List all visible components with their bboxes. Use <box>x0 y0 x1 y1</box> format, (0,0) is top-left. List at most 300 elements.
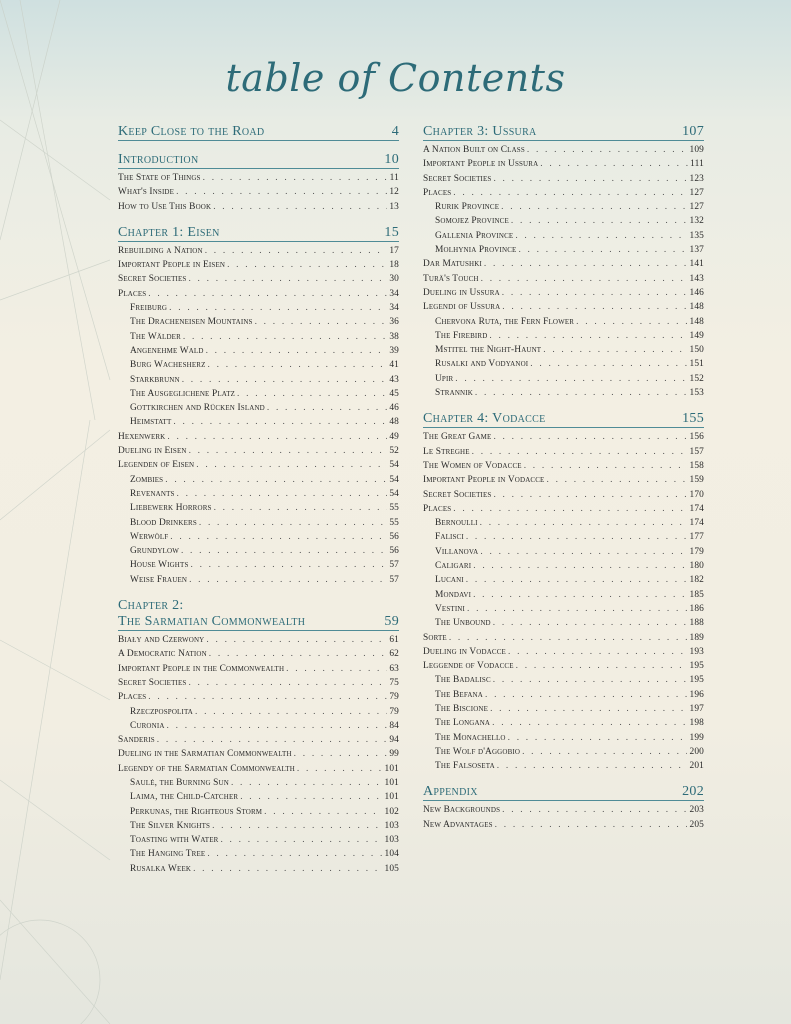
entry-page-number: 49 <box>389 431 399 442</box>
entry-label: Secret Societies <box>423 173 492 184</box>
dot-leader <box>515 229 687 243</box>
dot-leader <box>173 415 387 429</box>
toc-entry[interactable] <box>423 488 704 502</box>
entry-page-number: 79 <box>389 692 399 703</box>
entry-page-number: 41 <box>389 360 399 371</box>
toc-entry[interactable] <box>118 244 399 258</box>
entry-label: Chervona Ruta, the Fern Flower <box>435 316 575 327</box>
toc-subentry[interactable] <box>423 386 704 400</box>
entry-label: The State of Things <box>118 173 201 183</box>
toc-subentry[interactable] <box>423 731 704 745</box>
dot-leader <box>495 818 688 832</box>
toc-entry[interactable] <box>423 300 704 314</box>
entry-label: Important People in Ussura <box>423 159 539 170</box>
entry-page-number: 200 <box>689 746 704 757</box>
section-heading-titles <box>423 124 537 140</box>
entry-page-number: 205 <box>689 819 704 830</box>
dot-leader <box>530 357 687 371</box>
entry-label: Gallenia Province <box>435 230 514 241</box>
section-heading[interactable] <box>423 411 704 428</box>
toc-subentry[interactable] <box>423 745 704 759</box>
entry-label: Starkbrunn <box>130 374 180 385</box>
dot-leader <box>212 819 382 833</box>
toc-subentry[interactable] <box>423 716 704 730</box>
toc-subentry[interactable] <box>118 530 399 544</box>
entry-page-number: 46 <box>389 403 399 414</box>
toc-section <box>118 124 399 141</box>
entry-label: Somojez Province <box>435 216 509 227</box>
entry-label: Gottkirchen and Rücken Island <box>130 403 265 414</box>
entry-page-number: 75 <box>389 677 399 688</box>
dot-leader <box>188 676 387 690</box>
dot-leader <box>199 516 387 530</box>
toc-entry[interactable] <box>423 473 704 487</box>
section-page-number: 155 <box>682 411 704 427</box>
entry-page-number: 11 <box>389 173 399 183</box>
dot-leader <box>237 387 387 401</box>
toc-subentry[interactable] <box>423 315 704 329</box>
entry-label: Dueling in Vodacce <box>423 646 506 657</box>
entry-page-number: 193 <box>689 646 704 657</box>
dot-leader <box>473 559 687 573</box>
section-page-number: 4 <box>391 124 399 139</box>
toc-entry[interactable] <box>423 172 704 186</box>
toc-entry[interactable] <box>118 647 399 661</box>
toc-entry[interactable] <box>423 157 704 171</box>
dot-leader <box>182 373 388 387</box>
dot-leader <box>502 286 688 300</box>
entry-label: Vestini <box>435 603 465 614</box>
entry-label: Places <box>118 692 147 703</box>
entry-page-number: 55 <box>389 517 399 528</box>
toc-entry[interactable] <box>423 459 704 473</box>
dot-leader <box>294 747 388 761</box>
entry-label: Sorte <box>423 632 447 643</box>
entry-page-number: 152 <box>689 373 704 384</box>
section-heading[interactable] <box>118 225 399 242</box>
toc-subentry[interactable] <box>118 373 399 387</box>
entry-page-number: 109 <box>689 145 704 155</box>
entry-page-number: 174 <box>689 518 704 529</box>
dot-leader <box>220 833 382 847</box>
toc-subentry[interactable] <box>118 487 399 501</box>
dot-leader <box>527 143 688 157</box>
entry-label: The Unbound <box>435 618 491 629</box>
toc-entry[interactable] <box>423 272 704 286</box>
dot-leader <box>188 272 387 286</box>
dot-leader <box>480 545 687 559</box>
toc-entry[interactable] <box>118 458 399 472</box>
dot-leader <box>508 645 688 659</box>
entry-page-number: 101 <box>384 763 399 774</box>
toc-subentry[interactable] <box>118 358 399 372</box>
entry-label: The Badalisc <box>435 675 491 686</box>
entry-page-number: 36 <box>389 317 399 328</box>
entry-label: Lucani <box>435 575 464 586</box>
entry-label: Mondavi <box>435 589 472 600</box>
toc-entry[interactable] <box>118 633 399 647</box>
toc-subentry[interactable] <box>118 862 399 876</box>
dot-leader <box>501 200 687 214</box>
toc-subentry[interactable] <box>118 544 399 558</box>
entry-page-number: 62 <box>389 649 399 660</box>
entry-page-number: 148 <box>689 302 704 313</box>
toc-entry[interactable] <box>118 200 399 214</box>
section-heading-titles <box>118 152 198 168</box>
dot-leader <box>213 200 387 214</box>
toc-subentry[interactable] <box>423 573 704 587</box>
dot-leader <box>196 458 387 472</box>
dot-leader <box>189 444 388 458</box>
dot-leader <box>207 847 382 861</box>
toc-subentry[interactable] <box>423 329 704 343</box>
entry-label: Rebuilding a Nation <box>118 245 203 256</box>
toc-subentry[interactable] <box>118 473 399 487</box>
entry-label: Important People in Eisen <box>118 260 226 271</box>
entry-label: The Ausgeglichene Platz <box>130 388 236 399</box>
toc-entry[interactable] <box>423 631 704 645</box>
toc-entry[interactable] <box>423 502 704 516</box>
entry-label: Strannik <box>435 388 473 399</box>
toc-subentry[interactable] <box>118 719 399 733</box>
entry-label: Falisci <box>435 532 464 543</box>
toc-subentry[interactable] <box>423 343 704 357</box>
entry-label: Dueling in Ussura <box>423 287 500 298</box>
dot-leader <box>455 372 687 386</box>
dot-leader <box>449 631 688 645</box>
entry-label: Villanova <box>435 546 479 557</box>
toc-subentry[interactable] <box>118 330 399 344</box>
entry-label: Burg Wachesherz <box>130 360 206 371</box>
toc-subentry[interactable] <box>118 315 399 329</box>
entry-label: The Great Game <box>423 432 492 443</box>
entry-label: Biały and Czerwony <box>118 635 205 646</box>
entry-page-number: 148 <box>689 316 704 327</box>
toc-section <box>118 152 399 214</box>
toc-entry[interactable] <box>423 818 704 832</box>
entry-page-number: 43 <box>389 374 399 385</box>
section-title: Chapter 3: Ussura <box>423 124 537 139</box>
entry-page-number: 56 <box>389 546 399 557</box>
toc-entry[interactable] <box>118 272 399 286</box>
dot-leader <box>524 459 688 473</box>
toc-subentry[interactable] <box>423 702 704 716</box>
dot-leader <box>508 731 688 745</box>
entry-label: The Biscione <box>435 703 489 714</box>
section-title: Introduction <box>118 152 199 167</box>
entry-label: How to Use This Book <box>118 201 212 212</box>
entry-label: Freiburg <box>130 303 168 314</box>
section-heading-titles <box>423 784 478 800</box>
dot-leader <box>493 488 687 502</box>
dot-leader <box>227 258 387 272</box>
dot-leader <box>485 688 688 702</box>
dot-leader <box>209 647 388 661</box>
entry-label: The Silver Knights <box>130 820 211 831</box>
entry-label: The Falsoseta <box>435 761 495 772</box>
toc-subentry[interactable] <box>423 357 704 371</box>
toc-subentry[interactable] <box>423 616 704 630</box>
section-page-number: 59 <box>384 614 399 630</box>
toc-subentry[interactable] <box>423 688 704 702</box>
dot-leader <box>473 588 687 602</box>
entry-page-number: 189 <box>689 632 704 643</box>
entry-label: Zombies <box>130 474 164 485</box>
dot-leader <box>157 733 388 747</box>
toc-entry[interactable] <box>423 143 704 157</box>
toc-entry[interactable] <box>423 803 704 817</box>
entry-label: Rusalka Week <box>130 863 192 874</box>
dot-leader <box>195 705 387 719</box>
toc-section <box>423 784 704 832</box>
toc-subentry[interactable] <box>118 705 399 719</box>
dot-leader <box>540 157 688 171</box>
toc-left-column <box>118 124 399 887</box>
toc-subentry[interactable] <box>423 214 704 228</box>
toc-subentry[interactable] <box>423 372 704 386</box>
toc-subentry[interactable] <box>118 401 399 415</box>
entry-label: The Wolf d'Aggobio <box>435 746 521 757</box>
dot-leader <box>467 602 688 616</box>
entry-page-number: 84 <box>389 720 399 731</box>
entry-label: A Nation Built on Class <box>423 145 525 155</box>
dot-leader <box>502 803 687 817</box>
section-heading[interactable] <box>118 598 399 631</box>
entry-label: Rurik Province <box>435 202 500 213</box>
section-heading-titles <box>118 598 305 630</box>
entry-page-number: 158 <box>689 460 704 471</box>
dot-leader <box>189 573 387 587</box>
dot-leader <box>493 172 687 186</box>
toc-subentry[interactable] <box>423 588 704 602</box>
dot-leader <box>466 530 688 544</box>
toc-subentry[interactable] <box>423 602 704 616</box>
toc-entry[interactable] <box>118 287 399 301</box>
toc-entry[interactable] <box>118 690 399 704</box>
toc-entry[interactable] <box>118 185 399 199</box>
entry-page-number: 48 <box>389 417 399 428</box>
entry-page-number: 141 <box>689 259 704 270</box>
dot-leader <box>490 702 687 716</box>
entry-label: Bernoulli <box>435 518 478 529</box>
entry-page-number: 123 <box>689 173 704 184</box>
dot-leader <box>576 315 687 329</box>
page-title: table of Contents <box>225 56 566 100</box>
dot-leader <box>148 690 387 704</box>
section-title: Keep Close to the Road <box>118 124 265 139</box>
dot-leader <box>475 386 688 400</box>
toc-subentry[interactable] <box>118 415 399 429</box>
section-heading-titles <box>423 411 546 427</box>
toc-entry[interactable] <box>118 430 399 444</box>
entry-page-number: 132 <box>689 216 704 227</box>
toc-entry[interactable] <box>118 662 399 676</box>
dot-leader <box>518 243 687 257</box>
section-heading[interactable] <box>423 784 704 801</box>
dot-leader <box>170 530 387 544</box>
section-heading-titles <box>118 225 220 241</box>
entry-label: House Wights <box>130 560 189 571</box>
dot-leader <box>167 430 387 444</box>
section-page-number: 107 <box>682 124 704 139</box>
entry-label: Secret Societies <box>118 274 187 285</box>
toc-entry[interactable] <box>423 186 704 200</box>
toc-subentry[interactable] <box>118 805 399 819</box>
entry-label: Caligari <box>435 561 472 572</box>
toc-entry[interactable] <box>423 445 704 459</box>
toc-entry[interactable] <box>118 747 399 761</box>
toc-subentry[interactable] <box>423 559 704 573</box>
section-title: Chapter 4: Vodacce <box>423 411 546 427</box>
toc-subentry[interactable] <box>423 200 704 214</box>
dot-leader <box>297 762 383 776</box>
entry-label: Secret Societies <box>118 677 187 688</box>
toc-entry[interactable] <box>423 659 704 673</box>
entry-page-number: 150 <box>689 345 704 356</box>
entry-page-number: 54 <box>389 460 399 471</box>
entry-label: Legenden of Eisen <box>118 460 195 471</box>
toc-subentry[interactable] <box>118 573 399 587</box>
dot-leader <box>516 659 688 673</box>
toc-subentry[interactable] <box>118 387 399 401</box>
entry-page-number: 61 <box>389 635 399 646</box>
toc-section <box>423 124 704 400</box>
entry-page-number: 57 <box>389 574 399 585</box>
entry-label: What's Inside <box>118 187 175 198</box>
entry-page-number: 39 <box>389 345 399 356</box>
dot-leader <box>493 430 687 444</box>
entry-page-number: 151 <box>689 359 704 370</box>
entry-page-number: 179 <box>689 546 704 557</box>
dot-leader <box>231 776 383 790</box>
entry-page-number: 199 <box>689 732 704 743</box>
entry-page-number: 153 <box>689 388 704 399</box>
entry-label: New Backgrounds <box>423 805 501 816</box>
dot-leader <box>208 358 388 372</box>
entry-page-number: 94 <box>389 735 399 746</box>
entry-page-number: 196 <box>689 689 704 700</box>
toc-subentry[interactable] <box>118 516 399 530</box>
toc-subentry[interactable] <box>118 558 399 572</box>
toc-entry[interactable] <box>423 286 704 300</box>
dot-leader <box>206 633 387 647</box>
entry-label: Turä's Touch <box>423 273 479 284</box>
toc-entry[interactable] <box>423 645 704 659</box>
toc-entry[interactable] <box>423 257 704 271</box>
toc-subentry[interactable] <box>423 530 704 544</box>
toc-entry[interactable] <box>118 762 399 776</box>
toc-entry[interactable] <box>423 430 704 444</box>
entry-label: Legendy of the Sarmatian Commonwealth <box>118 763 295 774</box>
toc-entry[interactable] <box>118 733 399 747</box>
toc-entry[interactable] <box>118 676 399 690</box>
dot-leader <box>205 244 388 258</box>
section-heading[interactable] <box>118 152 399 169</box>
toc-subentry[interactable] <box>118 344 399 358</box>
dot-leader <box>255 315 388 329</box>
dot-leader <box>240 790 382 804</box>
toc-subentry[interactable] <box>118 819 399 833</box>
entry-page-number: 63 <box>389 663 399 674</box>
entry-page-number: 188 <box>689 618 704 629</box>
entry-label: The Longana <box>435 718 491 729</box>
entry-page-number: 203 <box>689 805 704 816</box>
toc-subentry[interactable] <box>423 229 704 243</box>
toc-subentry[interactable] <box>423 516 704 530</box>
toc-entry[interactable] <box>118 444 399 458</box>
entry-label: Saulė, the Burning Sun <box>130 777 229 788</box>
entry-label: The Monachello <box>435 732 506 743</box>
toc-subentry[interactable] <box>118 776 399 790</box>
toc-entry[interactable] <box>118 171 399 185</box>
entry-page-number: 13 <box>389 201 399 212</box>
entry-page-number: 55 <box>389 503 399 514</box>
entry-page-number: 18 <box>389 260 399 271</box>
entry-page-number: 56 <box>389 531 399 542</box>
entry-label: Rusalki and Vodyanoi <box>435 359 529 370</box>
entry-page-number: 159 <box>689 475 704 486</box>
section-heading-titles <box>118 124 264 140</box>
toc-subentry[interactable] <box>118 501 399 515</box>
entry-page-number: 111 <box>690 159 704 170</box>
entry-page-number: 174 <box>689 503 704 514</box>
entry-label: Secret Societies <box>423 489 492 500</box>
toc-subentry[interactable] <box>423 243 704 257</box>
entry-page-number: 12 <box>389 187 399 198</box>
toc-subentry[interactable] <box>118 301 399 315</box>
dot-leader <box>543 343 687 357</box>
toc-section <box>423 411 704 773</box>
toc-subentry[interactable] <box>423 673 704 687</box>
entry-label: Places <box>423 187 452 198</box>
entry-label: The Firebird <box>435 330 488 341</box>
entry-page-number: 186 <box>689 603 704 614</box>
entry-page-number: 195 <box>689 675 704 686</box>
dot-leader <box>480 516 688 530</box>
entry-label: Upir <box>435 373 454 384</box>
dot-leader <box>466 573 688 587</box>
entry-label: The Women of Vodacce <box>423 460 522 471</box>
entry-label: Places <box>118 288 147 299</box>
entry-page-number: 195 <box>689 661 704 672</box>
toc-subentry[interactable] <box>423 545 704 559</box>
entry-label: Weise Frauen <box>130 574 188 585</box>
entry-page-number: 34 <box>389 288 399 299</box>
toc-subentry[interactable] <box>118 790 399 804</box>
entry-label: The Hanging Tree <box>130 849 206 860</box>
dot-leader <box>264 805 382 819</box>
section-page-number: 10 <box>384 152 399 167</box>
section-heading[interactable] <box>423 124 704 141</box>
section-heading[interactable] <box>118 124 399 141</box>
entry-page-number: 54 <box>389 474 399 485</box>
toc-subentry[interactable] <box>423 759 704 773</box>
toc-entry[interactable] <box>118 258 399 272</box>
entry-label: Angenehme Wald <box>130 345 204 356</box>
dot-leader <box>453 502 687 516</box>
dot-leader <box>489 329 687 343</box>
entry-label: Perkunas, the Righteous Storm <box>130 806 263 817</box>
dot-leader <box>453 186 687 200</box>
toc-subentry[interactable] <box>118 847 399 861</box>
dot-leader <box>493 616 688 630</box>
dot-leader <box>493 673 688 687</box>
entry-page-number: 30 <box>389 274 399 285</box>
dot-leader <box>165 473 387 487</box>
entry-page-number: 103 <box>384 835 399 846</box>
toc-subentry[interactable] <box>118 833 399 847</box>
entry-label: Curonia <box>130 720 165 731</box>
